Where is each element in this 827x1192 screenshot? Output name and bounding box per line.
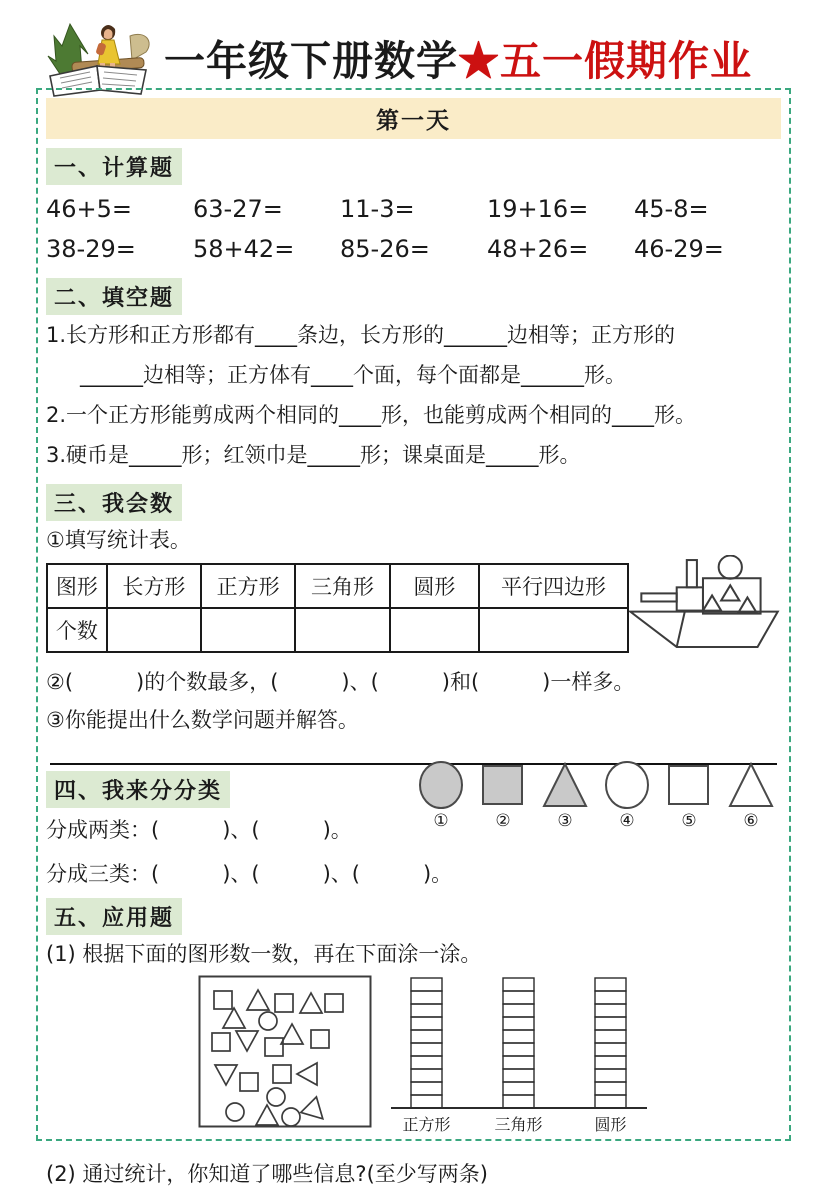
gray-square-shape: [479, 761, 527, 831]
calc-problem: 63-27=: [193, 195, 283, 223]
bar-category-label: 圆形: [594, 1115, 627, 1134]
shape-boat-figure-icon: [629, 555, 781, 651]
table-header-cell: 图形: [47, 564, 107, 608]
title-black: 一年级下册数学: [164, 36, 458, 85]
section-heading-applied: 五、应用题: [46, 898, 182, 935]
calc-problem: 38-29=: [46, 235, 136, 263]
table-empty-cell: [201, 608, 295, 652]
day-banner: 第一天: [46, 98, 781, 139]
table-header-cell: 圆形: [390, 564, 479, 608]
calc-problem: 48+26=: [487, 235, 589, 263]
shape-number-label: ⑥: [743, 811, 759, 831]
table-header-cell: 平行四边形: [479, 564, 628, 608]
table-empty-cell: [295, 608, 389, 652]
coloring-bar-chart: [389, 975, 651, 1150]
fill-blank-item-1: 1.长方形和正方形都有____条边，长方形的______边相等；正方形的: [46, 323, 676, 347]
fill-blank-item-1-cont: ______边相等；正方体有____个面，每个面都是______形。: [80, 363, 626, 387]
calc-problem: 19+16=: [487, 195, 589, 223]
shape-number-label: ④: [619, 811, 635, 831]
counting-sub2: ②( )的个数最多，( )、( )和( )一样多。: [46, 670, 635, 694]
shape-number-label: ⑤: [681, 811, 697, 831]
boat-figure-wrap: [629, 555, 781, 655]
shape-number-label: ②: [495, 811, 511, 831]
shape-number-label: ①: [433, 811, 449, 831]
table-empty-cell: [390, 608, 479, 652]
calc-problem: 11-3=: [340, 195, 415, 223]
applied-q2: (2) 通过统计，你知道了哪些信息?(至少写两条): [46, 1162, 488, 1186]
calc-problem: 46-29=: [634, 235, 724, 263]
reading-girl-illustration-icon: [42, 16, 160, 98]
table-header-cell: 长方形: [107, 564, 201, 608]
table-row-label: 个数: [47, 608, 107, 652]
section-heading-classify: 四、我来分分类: [46, 771, 230, 808]
gray-triangle-shape: [541, 761, 589, 831]
calc-problem: 85-26=: [340, 235, 430, 263]
section-heading-counting: 三、我会数: [46, 484, 182, 521]
fill-blank-item-3: 3.硬币是_____形；红领巾是_____形；课桌面是_____形。: [46, 443, 581, 467]
table-header-cell: 三角形: [295, 564, 389, 608]
classify-shape-strip: [417, 761, 775, 831]
counting-sub1: ①填写统计表。: [46, 528, 191, 552]
classify-two-groups: 分成两类：( )、( )。: [46, 818, 352, 842]
title-red: 五一假期作业: [500, 36, 752, 85]
statistics-table: [46, 563, 629, 653]
table-header-cell: 正方形: [201, 564, 295, 608]
white-triangle-shape: [727, 761, 775, 831]
white-circle-shape: [603, 761, 651, 831]
section-heading-fill-blanks: 二、填空题: [46, 278, 182, 315]
white-square-shape: [665, 761, 713, 831]
gray-circle-shape: [417, 761, 465, 831]
classify-three-groups: 分成三类：( )、( )、( )。: [46, 862, 453, 886]
applied-q1: (1) 根据下面的图形数一数，再在下面涂一涂。: [46, 942, 482, 966]
worksheet-body: [36, 88, 791, 1186]
counting-sub3: ③你能提出什么数学问题并解答。: [46, 708, 359, 732]
stat-table-row: [46, 563, 781, 655]
calc-problem: 58+42=: [193, 235, 295, 263]
bar-category-label: 三角形: [494, 1115, 543, 1134]
scatter-shapes-box: [198, 975, 373, 1130]
bar-category-label: 正方形: [402, 1115, 451, 1134]
calc-problem: 45-8=: [634, 195, 709, 223]
table-count-row: [47, 608, 628, 652]
table-header-row: [47, 564, 628, 608]
table-empty-cell: [107, 608, 201, 652]
calc-problem: 46+5=: [46, 195, 133, 223]
calc-problem-grid: [46, 189, 781, 269]
classify-section: [46, 767, 781, 896]
table-empty-cell: [479, 608, 628, 652]
applied-figure-row: [198, 975, 781, 1150]
fill-blank-item-2: 2.一个正方形能剪成两个相同的____形，也能剪成两个相同的____形。: [46, 403, 697, 427]
section-heading-calculation: 一、计算题: [46, 148, 182, 185]
shape-number-label: ③: [557, 811, 573, 831]
title-star-icon: ★: [458, 36, 500, 85]
page-title: [164, 28, 752, 87]
